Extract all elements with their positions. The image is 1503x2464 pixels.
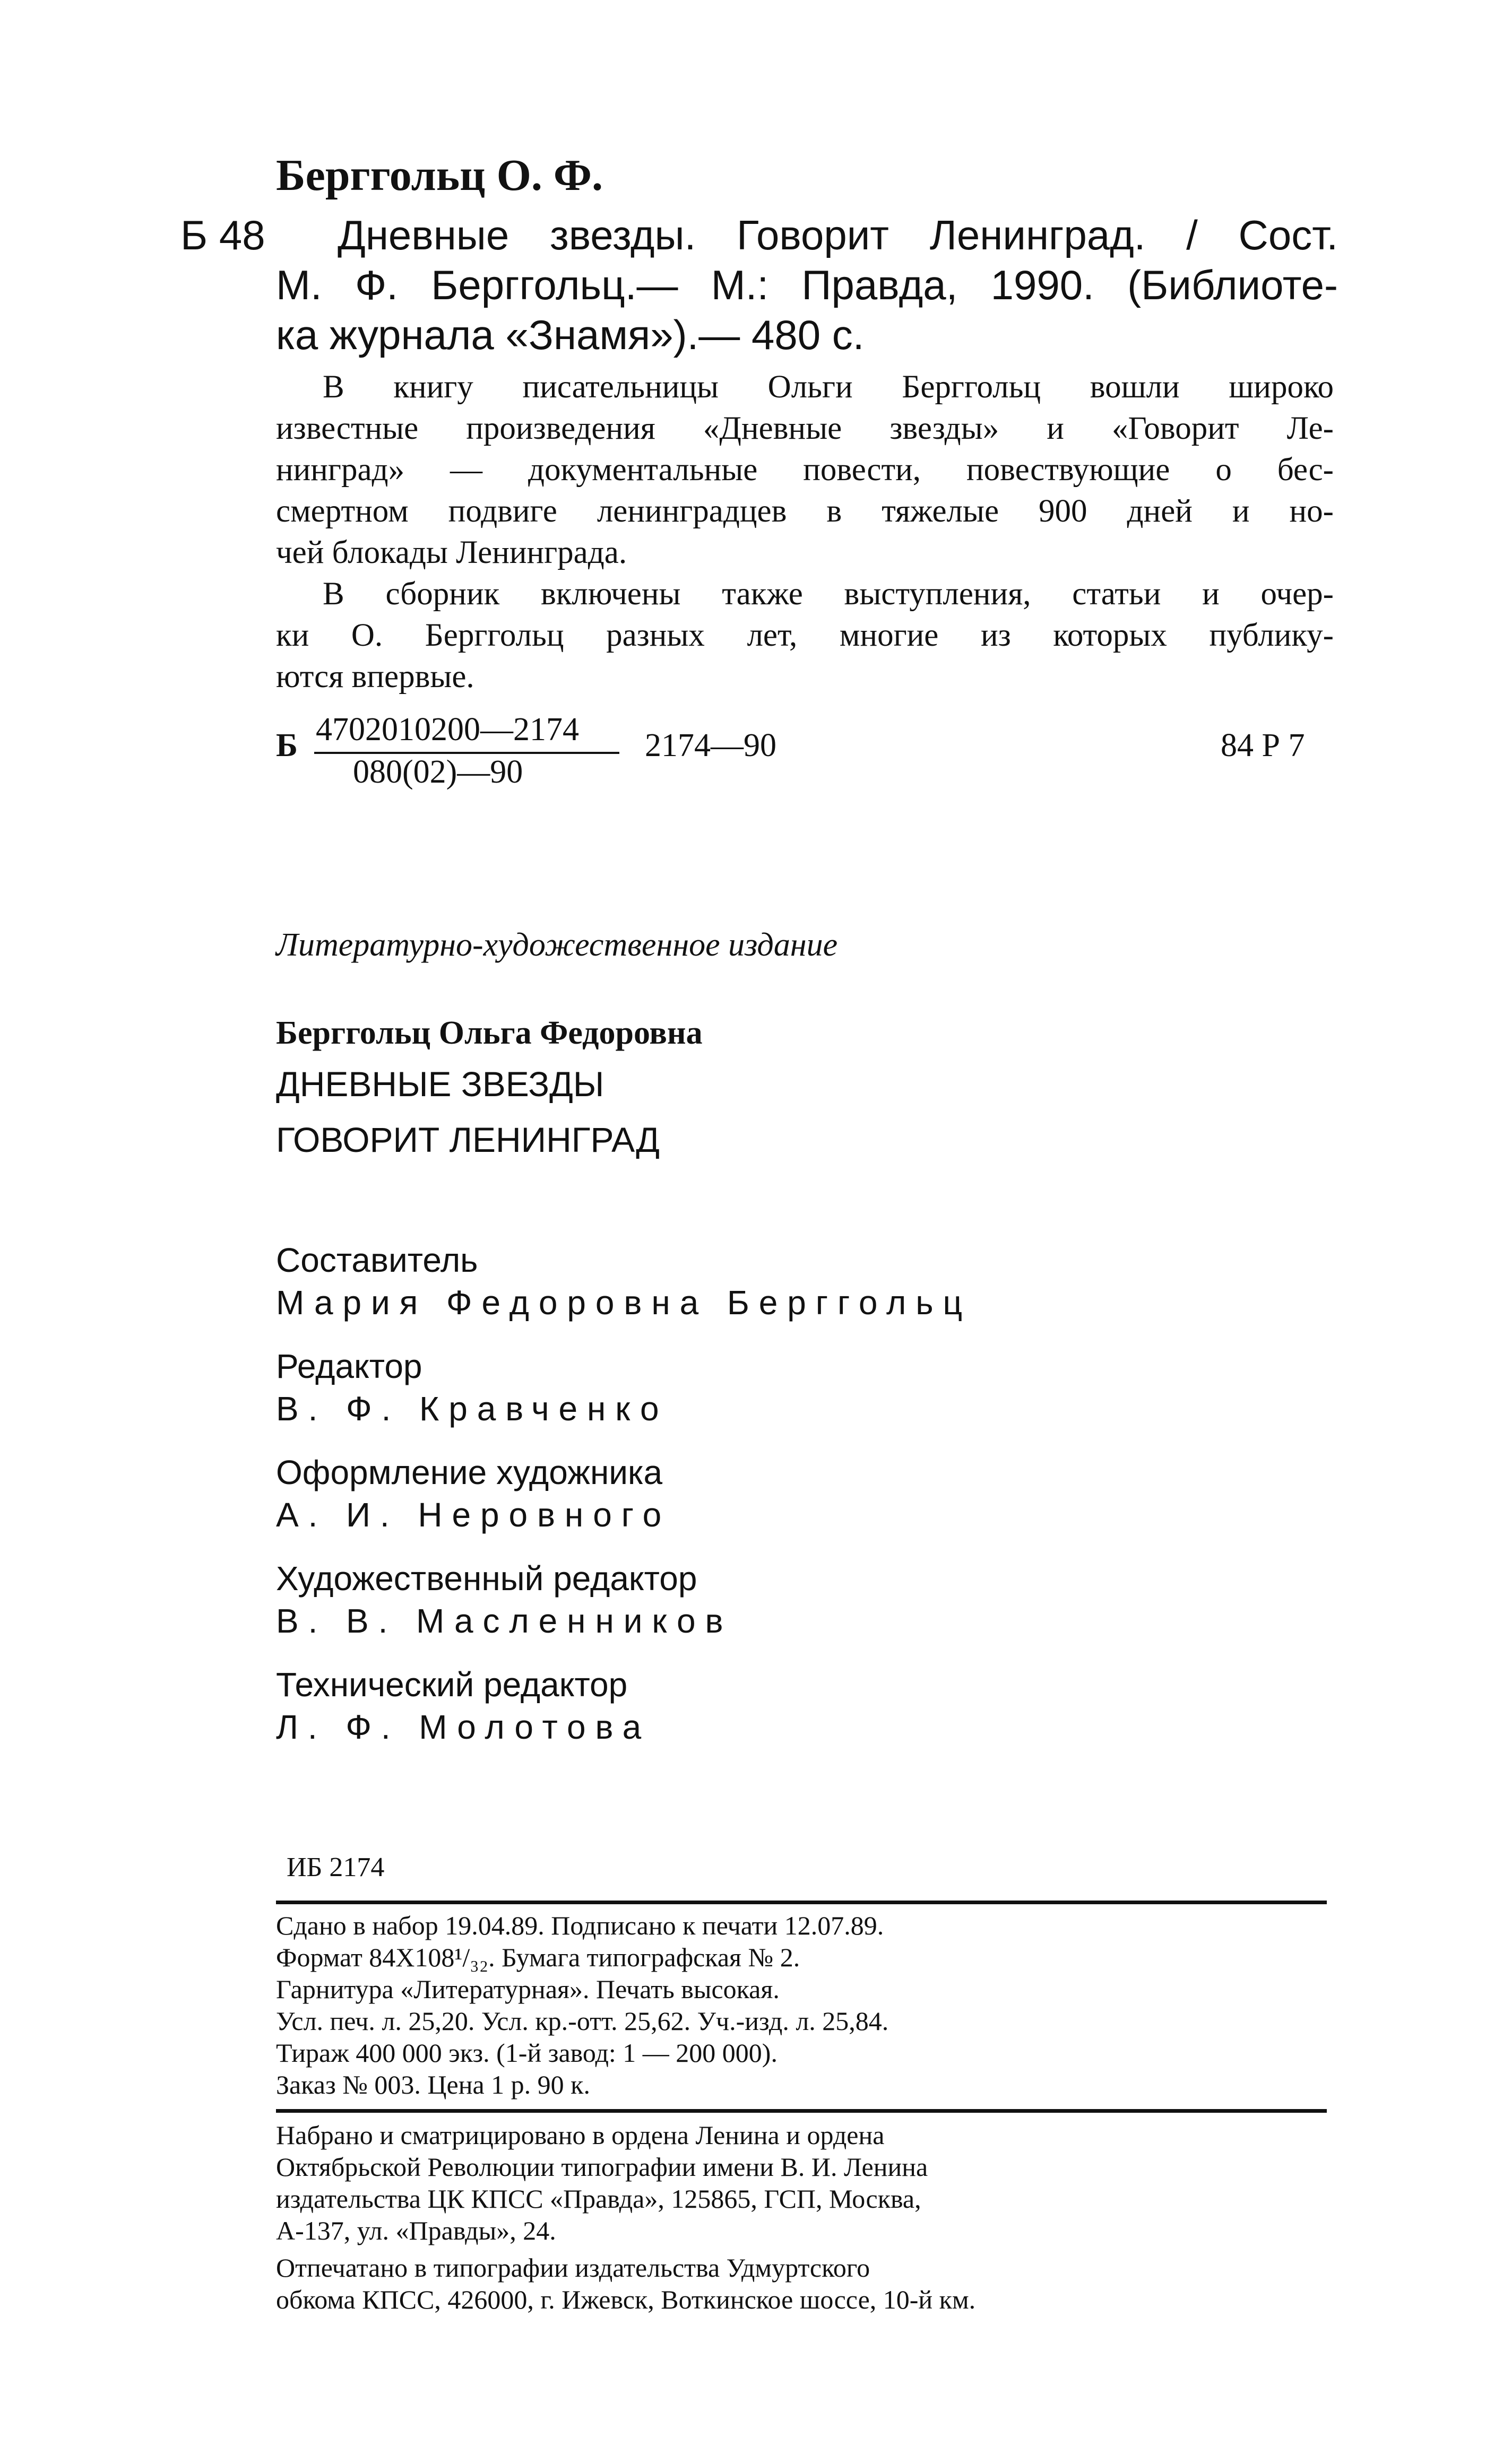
credit-name: В. Ф. Кравченко: [276, 1390, 669, 1428]
book-title-2: ГОВОРИТ ЛЕНИНГРАД: [276, 1120, 660, 1159]
credit-role: Редактор: [276, 1347, 422, 1385]
credit-name: Мария Федоровна Берггольц: [276, 1283, 972, 1322]
typeset-line: Набрано и сматрицировано в ордена Ленина и ордена: [276, 2120, 885, 2150]
book-title-1: ДНЕВНЫЕ ЗВЕЗДЫ: [276, 1064, 604, 1104]
credit-name: А. И. Неровного: [276, 1496, 671, 1534]
index-code: 2174—90: [645, 727, 776, 764]
annotation-line: В сборник включены также выступления, статьи и очер-: [323, 576, 1334, 612]
title-line-1: Дневные звезды. Говорит Ленинград. / Сост.: [338, 212, 1338, 258]
credit-role: Оформление художника: [276, 1453, 663, 1491]
annotation-line: ки О. Берггольц разных лет, многие из которых публику-: [276, 618, 1334, 653]
divider-rule: [276, 1901, 1327, 1904]
annotation-line: известные произведения «Дневные звезды» и «Говорит Ле-: [276, 411, 1334, 446]
edition-type: Литературно-художественное издание: [276, 927, 838, 963]
typeset-line: издательства ЦК КПСС «Правда», 125865, ГСП, Москва,: [276, 2184, 921, 2214]
annotation-line: чей блокады Ленинграда.: [276, 535, 627, 570]
typeset-line: Октябрьской Революции типографии имени В. И. Ленина: [276, 2152, 928, 2182]
print-spec-line: Усл. печ. л. 25,20. Усл. кр.-отт. 25,62. Уч.-изд. л. 25,84.: [276, 2006, 889, 2036]
author-heading: Берггольц О. Ф.: [276, 151, 603, 200]
annotation-line: смертном подвиге ленинградцев в тяжелые 900 дней и но-: [276, 493, 1334, 529]
printed-line: Отпечатано в типографии издательства Удмуртского: [276, 2253, 870, 2283]
typeset-line: А-137, ул. «Правды», 24.: [276, 2216, 556, 2245]
printed-line: обкома КПСС, 426000, г. Ижевск, Воткинское шоссе, 10-й км.: [276, 2285, 976, 2314]
title-line-3: ка журнала «Знамя»).— 480 с.: [276, 311, 865, 358]
index-numerator: 4702010200—2174: [316, 712, 579, 748]
credit-name: Л. Ф. Молотова: [276, 1708, 651, 1746]
title-line-2: М. Ф. Берггольц.— М.: Правда, 1990. (Библиоте-: [276, 262, 1338, 308]
credit-role: Художественный редактор: [276, 1559, 697, 1598]
author-full-name: Берггольц Ольга Федоровна: [276, 1015, 703, 1051]
catalog-code: Б 48: [180, 212, 265, 258]
print-spec-line: Сдано в набор 19.04.89. Подписано к печати 12.07.89.: [276, 1911, 884, 1940]
credit-role: Составитель: [276, 1241, 478, 1279]
credit-role: Технический редактор: [276, 1665, 628, 1704]
print-spec-line: Заказ № 003. Цена 1 р. 90 к.: [276, 2070, 590, 2099]
index-denominator: 080(02)—90: [353, 754, 523, 790]
bbk-code: 84 Р 7: [1221, 727, 1305, 764]
annotation-line: нинград» — документальные повести, повествующие о бес-: [276, 452, 1334, 488]
index-letter: Б: [276, 727, 298, 764]
divider-rule: [276, 2109, 1327, 2113]
ib-number: ИБ 2174: [287, 1852, 385, 1882]
annotation-line: ются впервые.: [276, 659, 474, 695]
print-spec-line: Гарнитура «Литературная». Печать высокая.: [276, 1974, 780, 2004]
print-spec-line: Тираж 400 000 экз. (1-й завод: 1 — 200 000).: [276, 2038, 778, 2068]
print-spec-line: Формат 84Х108¹/₃₂. Бумага типографская № 2.: [276, 1942, 800, 1972]
credit-name: В. В. Масленников: [276, 1602, 733, 1640]
annotation-line: В книгу писательницы Ольги Берггольц вошли широко: [323, 369, 1334, 405]
